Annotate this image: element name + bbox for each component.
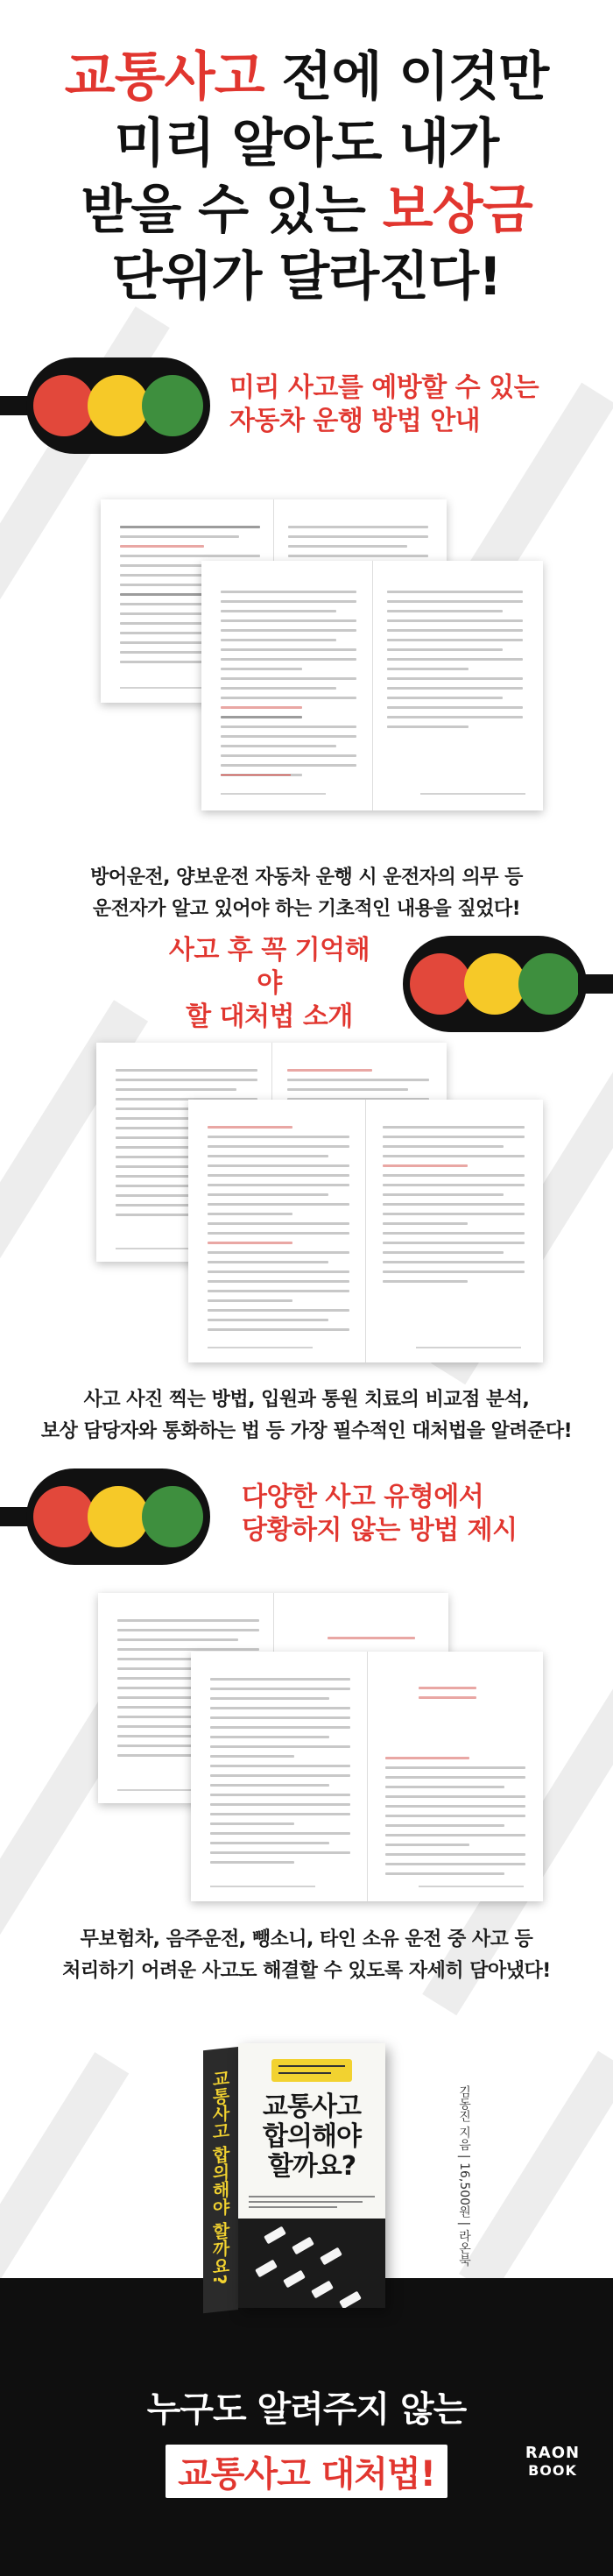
traffic-light-icon (0, 357, 210, 454)
book-cover-title: 교통사고 합의해야 할까요? (263, 2091, 361, 2182)
book-cover-image (238, 2043, 385, 2308)
closing-line: 누구도 알려주지 않는 (146, 2389, 467, 2430)
section-caption: 방어운전, 양보운전 자동차 운행 시 운전자의 의무 등 운전자가 알고 있어야 하는 기초적인 내용을 짚었다! (90, 867, 523, 920)
section-title: 사고 후 꼭 기억해야 할 대처법 소개 (168, 935, 370, 1032)
bg-stripe (0, 2052, 129, 2311)
traffic-light-icon (403, 936, 613, 1032)
headline-text: 받을 수 있는 (81, 180, 383, 241)
book-info: 김동진 지음 | 16,500원 | 라온북 (457, 2085, 471, 2267)
closing-highlight (0, 2445, 613, 2498)
headline-text: 전에 이것만 (264, 46, 549, 108)
bg-stripe (459, 2051, 613, 2296)
headline-highlight: 보상금 (382, 180, 532, 241)
book-spread-image (191, 1652, 543, 1901)
book-spine-title: 교통사고 합의해야 할까요? (209, 2068, 230, 2286)
tire-track-graphic (238, 2219, 385, 2308)
section-caption: 사고 사진 찍는 방법, 입원과 통원 치료의 비교점 분석, 보상 담당자와 통화하는 법 등 가장 필수적인 대처법을 알려준다! (40, 1389, 573, 1442)
headline-text: 미리 알아도 내가 (114, 113, 499, 174)
section-caption: 무보험차, 음주운전, 뺑소니, 타인 소유 운전 중 사고 등 처리하기 어려운 사고도 해결할 수 있도록 자세히 담아냈다! (62, 1928, 551, 1982)
book-spread-image (201, 561, 543, 810)
traffic-light-icon (0, 1468, 210, 1565)
closing-highlight-text: 교통사고 대처법! (166, 2445, 447, 2498)
cover-tag (271, 2059, 352, 2082)
book-spread-image (188, 1100, 543, 1362)
publisher-logo: RAON BOOK (525, 2444, 581, 2479)
main-headline (0, 44, 613, 310)
section-title: 다양한 사고 유형에서 당황하지 않는 방법 제시 (242, 1482, 518, 1546)
cover-blurb (249, 2196, 375, 2212)
section-title: 미리 사고를 예방할 수 있는 자동차 운행 방법 안내 (229, 372, 539, 436)
headline-text: 단위가 달라진다! (111, 246, 502, 308)
book-spine (203, 2047, 238, 2313)
headline-highlight: 교통사고 (64, 46, 264, 108)
